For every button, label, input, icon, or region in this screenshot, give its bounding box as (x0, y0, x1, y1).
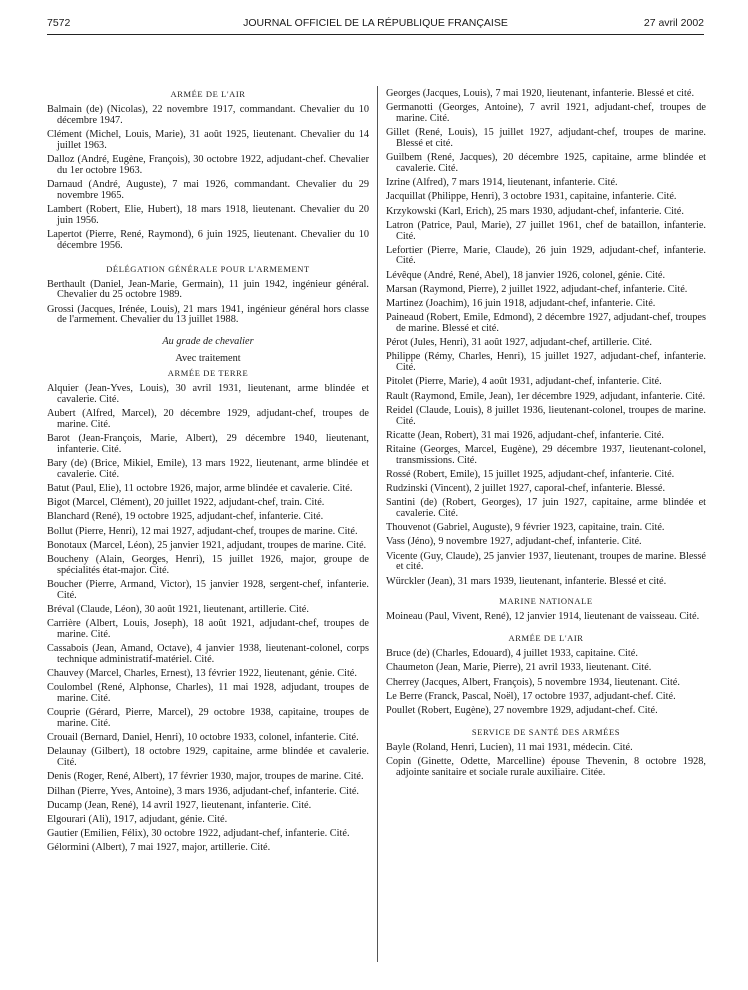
honoree-entry: Pérot (Jules, Henri), 31 août 1927, adjudant-chef, artillerie. Cité. (386, 337, 652, 349)
honoree-entry: Boucheny (Alain, Georges, Henri), 15 juillet 1926, major, groupe de spécialités état-major. Cité. (47, 553, 369, 576)
honoree-entry: Aubert (Alfred, Marcel), 20 décembre 1929, adjudant-chef, troupes de marine. Cité. (47, 408, 369, 430)
honoree-entry: Carrière (Albert, Louis, Joseph), 18 août 1921, adjudant-chef, troupes de marine. Cité. (47, 618, 369, 640)
honoree-entry: Santini (de) (Robert, Georges), 17 juin 1927, capitaine, arme blindée et cavalerie. Cité. (386, 497, 706, 520)
treatment-heading: Avec traitement (175, 353, 241, 365)
honoree-entry: Lévêque (André, René, Abel), 18 janvier 1926, colonel, génie. Cité. (386, 269, 666, 281)
honoree-entry: Pitolet (Pierre, Marie), 4 août 1931, adjudant-chef, infanterie. Cité. (386, 376, 662, 388)
entry-list (386, 743, 706, 779)
honoree-entry: Ricatte (Jean, Robert), 31 mai 1926, adjudant-chef, infanterie. Cité. (386, 429, 664, 441)
honoree-entry: Couprie (Gérard, Pierre, Marcel), 29 octobre 1938, capitaine, troupes de marine. Cité. (47, 707, 369, 730)
honoree-entry: Lambert (Robert, Elie, Hubert), 18 mars 1918, lieutenant. Chevalier du 20 juin 1956. (47, 203, 369, 226)
right-column (386, 89, 706, 782)
honoree-entry: Elgourari (Ali), 1917, adjudant, génie. Cité. (47, 813, 228, 825)
honoree-entry: Bary (de) (Brice, Mikiel, Emile), 13 mars 1922, lieutenant, arme blindée et cavalerie. Cité. (47, 458, 369, 480)
section-heading: ARMÉE DE TERRE (167, 368, 249, 379)
honoree-entry: Lefortier (Pierre, Marie, Claude), 26 juin 1929, adjudant-chef, infanterie. Cité. (386, 244, 706, 267)
honoree-entry: Vass (Jéno), 9 novembre 1927, adjudant-chef, infanterie. Cité. (386, 536, 642, 548)
entry-list (47, 105, 369, 252)
honoree-entry: Paineaud (Robert, Emile, Edmond), 2 décembre 1927, adjudant-chef, troupes de marine. Blessé et cité. (386, 312, 706, 335)
entry-list (386, 89, 706, 587)
honoree-entry: Blanchard (René), 19 octobre 1925, adjudant-chef, infanterie. Cité. (47, 511, 324, 523)
honoree-entry: Rossé (Robert, Emile), 15 juillet 1925, adjudant-chef, infanterie. Cité. (386, 468, 675, 480)
honoree-entry: Martinez (Joachim), 16 juin 1918, adjudant-chef, infanterie. Cité. (386, 298, 656, 310)
honoree-entry: Gautier (Emilien, Félix), 30 octobre 1922, adjudant-chef, infanterie. Cité. (47, 828, 350, 840)
honoree-entry: Copin (Ginette, Odette, Marcelline) épouse Thevenin, 8 octobre 1928, adjointe sanitaire et sociale rurale auxiliaire. Citée. (386, 755, 706, 778)
entry-list (47, 384, 369, 854)
honoree-entry: Le Berre (Franck, Pascal, Noël), 17 octobre 1937, adjudant-chef. Cité. (386, 690, 676, 702)
honoree-entry: Germanotti (Georges, Antoine), 7 avril 1921, adjudant-chef, troupes de marine. Cité. (386, 102, 706, 124)
honoree-entry: Georges (Jacques, Louis), 7 mai 1920, lieutenant, infanterie. Blessé et cité. (386, 88, 695, 99)
honoree-entry: Grossi (Jacques, Irénée, Louis), 21 mars 1941, ingénieur général hors classe de l'armement. Chevalier du 13 juillet 1988. (47, 303, 369, 326)
honoree-entry: Bréval (Claude, Léon), 30 août 1921, lieutenant, artillerie. Cité. (47, 603, 309, 615)
honoree-entry: Coulombel (René, Alphonse, Charles), 11 mai 1928, adjudant, troupes de marine. Cité. (47, 682, 369, 705)
section-heading: MARINE NATIONALE (499, 596, 593, 607)
honoree-entry: Batut (Paul, Elie), 11 octobre 1926, major, arme blindée et cavalerie. Cité. (47, 483, 353, 495)
honoree-entry: Ritaine (Georges, Marcel, Eugène), 29 décembre 1937, lieutenant-colonel, transmissions. Cité. (386, 443, 706, 466)
honoree-entry: Bruce (de) (Charles, Edouard), 4 juillet 1933, capitaine. Cité. (386, 648, 638, 660)
honoree-entry: Würckler (Jean), 31 mars 1939, lieutenant, infanterie. Blessé et cité. (386, 575, 667, 587)
journal-title: JOURNAL OFFICIEL DE LA RÉPUBLIQUE FRANÇAISE (243, 17, 508, 29)
honoree-entry: Vicente (Guy, Claude), 25 janvier 1937, lieutenant, troupes de marine. Blessé et cité. (386, 550, 706, 573)
honoree-entry: Rault (Raymond, Emile, Jean), 1er décembre 1929, adjudant, infanterie. Cité. (386, 390, 706, 402)
honoree-entry: Clément (Michel, Louis, Marie), 31 août 1925, lieutenant. Chevalier du 14 juillet 1963. (47, 128, 369, 151)
honoree-entry: Chauvey (Marcel, Charles, Ernest), 13 février 1922, lieutenant, génie. Cité. (47, 668, 357, 680)
honoree-entry: Cherrey (Jacques, Albert, François), 5 novembre 1934, lieutenant. Cité. (386, 676, 680, 688)
page-header (47, 17, 704, 31)
honoree-entry: Reidel (Claude, Louis), 8 juillet 1936, lieutenant-colonel, troupes de marine. Cité. (386, 404, 706, 427)
honoree-entry: Delaunay (Gilbert), 18 octobre 1929, capitaine, arme blindée et cavalerie. Cité. (47, 746, 369, 769)
honoree-entry: Poullet (Robert, Eugène), 27 novembre 1929, adjudant-chef. Cité. (386, 704, 658, 716)
honoree-entry: Guilbem (René, Jacques), 20 décembre 1925, capitaine, arme blindée et cavalerie. Cité. (386, 152, 706, 174)
honoree-entry: Rudzinski (Vincent), 2 juillet 1927, caporal-chef, infanterie. Blessé. (386, 483, 666, 495)
page-number: 7572 (47, 17, 71, 29)
honoree-entry: Dalloz (André, Eugène, François), 30 octobre 1922, adjudant-chef. Chevalier du 1er octobre 1963. (47, 153, 369, 176)
grade-heading: Au grade de chevalier (162, 336, 254, 348)
honoree-entry: Balmain (de) (Nicolas), 22 novembre 1917, commandant. Chevalier du 10 décembre 1947. (47, 104, 369, 126)
honoree-entry: Lapertot (Pierre, René, Raymond), 6 juin 1925, lieutenant. Chevalier du 10 décembre 1956. (47, 228, 369, 251)
column-divider (377, 86, 378, 962)
honoree-entry: Berthault (Daniel, Jean-Marie, Germain), 11 juin 1942, ingénieur général. Chevalier du 25 octobre 1989. (47, 278, 369, 301)
section-heading: ARMÉE DE L'AIR (170, 89, 246, 99)
honoree-entry: Denis (Roger, René, Albert), 17 février 1930, major, troupes de marine. Cité. (47, 771, 364, 783)
honoree-entry: Boucher (Pierre, Armand, Victor), 15 janvier 1928, sergent-chef, infanterie. Cité. (47, 578, 369, 601)
honoree-entry: Crouail (Bernard, Daniel, Henri), 10 octobre 1933, colonel, infanterie. Cité. (47, 732, 359, 744)
honoree-entry: Alquier (Jean-Yves, Louis), 30 avril 1931, lieutenant, arme blindée et cavalerie. Cité. (47, 383, 369, 405)
honoree-entry: Latron (Patrice, Paul, Marie), 27 juillet 1961, chef de bataillon, infanterie. Cité. (386, 219, 706, 242)
issue-date: 27 avril 2002 (643, 17, 704, 29)
honoree-entry: Ducamp (Jean, René), 14 avril 1927, lieutenant, infanterie. Cité. (47, 799, 312, 811)
section-heading: DÉLÉGATION GÉNÉRALE POUR L'ARMEMENT (106, 263, 310, 274)
honoree-entry: Barot (Jean-François, Marie, Albert), 29 décembre 1940, lieutenant, infanterie. Cité. (47, 433, 369, 455)
honoree-entry: Bonotaux (Marcel, Léon), 25 janvier 1921, adjudant, troupes de marine. Cité. (47, 539, 367, 551)
section-heading: ARMÉE DE L'AIR (508, 633, 584, 644)
honoree-entry: Izrine (Alfred), 7 mars 1914, lieutenant, infanterie. Cité. (386, 177, 618, 189)
header-rule (47, 34, 704, 35)
honoree-entry: Cassabois (Jean, Amand, Octave), 4 janvier 1938, lieutenant-colonel, corps technique administratif-matériel. Cité. (47, 643, 369, 665)
honoree-entry: Darnaud (André, Auguste), 7 mai 1926, commandant. Chevalier du 29 novembre 1965. (47, 178, 369, 201)
honoree-entry: Bollut (Pierre, Henri), 12 mai 1927, adjudant-chef, troupes de marine. Cité. (47, 525, 358, 537)
entry-list (47, 280, 369, 327)
honoree-entry: Chaumeton (Jean, Marie, Pierre), 21 avril 1933, lieutenant. Cité. (386, 662, 652, 674)
honoree-entry: Philippe (Rémy, Charles, Henri), 15 juillet 1927, adjudant-chef, infanterie. Cité. (386, 351, 706, 374)
honoree-entry: Jacquillat (Philippe, Henri), 3 octobre 1931, capitaine, infanterie. Cité. (386, 191, 677, 203)
honoree-entry: Gélormini (Albert), 7 mai 1927, major, artillerie. Cité. (47, 842, 271, 854)
section-heading: SERVICE DE SANTÉ DES ARMÉES (471, 726, 621, 737)
honoree-entry: Dilhan (Pierre, Yves, Antoine), 3 mars 1936, adjudant-chef, infanterie. Cité. (47, 785, 359, 797)
entry-list (386, 649, 706, 717)
honoree-entry: Marsan (Raymond, Pierre), 2 juillet 1922, adjudant-chef, infanterie. Cité. (386, 283, 688, 295)
honoree-entry: Bayle (Roland, Henri, Lucien), 11 mai 1931, médecin. Cité. (386, 741, 633, 753)
entry-list (386, 612, 706, 623)
honoree-entry: Moineau (Paul, Vivent, René), 12 janvier 1914, lieutenant de vaisseau. Cité. (386, 611, 700, 623)
left-column (47, 89, 369, 858)
honoree-entry: Thouvenot (Gabriel, Auguste), 9 février 1923, capitaine, train. Cité. (386, 522, 665, 534)
honoree-entry: Gillet (René, Louis), 15 juillet 1927, adjudant-chef, troupes de marine. Blessé et cité. (386, 127, 706, 149)
honoree-entry: Bigot (Marcel, Clément), 20 juillet 1922, adjudant-chef, train. Cité. (47, 497, 325, 509)
honoree-entry: Krzykowski (Karl, Erich), 25 mars 1930, adjudant-chef, infanterie. Cité. (386, 205, 684, 217)
